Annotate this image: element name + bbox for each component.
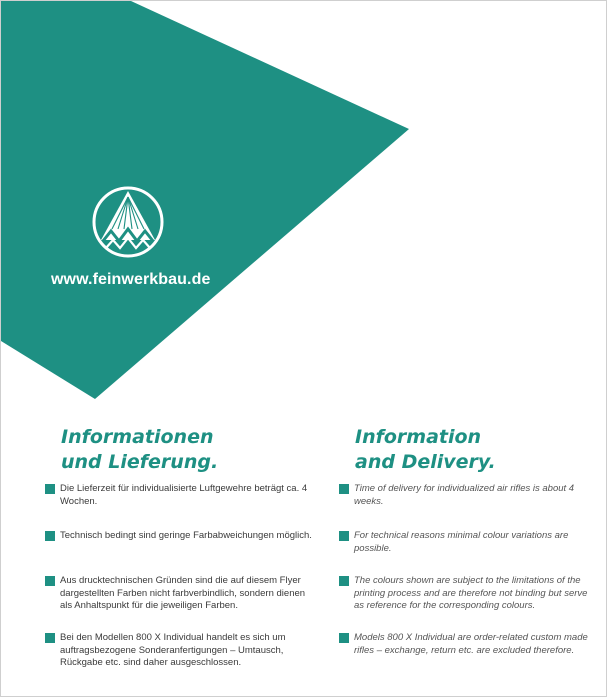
list-item [45,575,317,613]
bullet-square-icon [45,576,55,586]
bullet-square-icon [45,531,55,541]
list-item [339,483,591,508]
website-link[interactable]: www.feinwerkbau.de [51,271,211,288]
heading-english-line1: Information [355,426,482,448]
list-item-text: For technical reasons minimal colour variations are possible. [354,530,569,554]
teal-triangle [1,1,409,399]
heading-german-line2: und Lieferung. [61,451,219,473]
list-item [339,530,591,555]
bullet-square-icon [45,484,55,494]
bullet-square-icon [339,484,349,494]
list-item [45,632,317,670]
bullet-square-icon [339,531,349,541]
bullet-square-icon [45,633,55,643]
list-item [339,575,591,613]
list-item [339,632,591,657]
list-item [45,483,317,508]
list-item-text: Bei den Modellen 800 X Individual handelt es sich um auftragsbezogene Sonderanfertigungen – Umtausch, Rückgabe etc. sind daher ausgeschlossen. [60,632,286,668]
bullet-square-icon [339,576,349,586]
heading-german-line1: Informationen [61,426,214,448]
heading-german [61,425,301,475]
bullet-square-icon [339,633,349,643]
list-item-text: Time of delivery for individualized air rifles is about 4 weeks. [354,483,575,507]
list-item-text: Technisch bedingt sind geringe Farbabweichungen möglich. [60,530,312,541]
list-item-text: Die Lieferzeit für individualisierte Luftgewehre beträgt ca. 4 Wochen. [60,483,308,507]
list-item-text: Models 800 X Individual are order-related custom made rifles – exchange, return etc. are excluded therefore. [354,632,588,656]
heading-english [355,425,595,475]
list-item-text: Aus drucktechnischen Gründen sind die auf diesem Flyer dargestellten Farben nicht farbverbindlich, sondern dienen als Anhaltspunkt für die jeweiligen Farben. [60,575,306,611]
list-item-text: The colours shown are subject to the limitations of the printing process and are therefore not binding but serve as reference for the corresponding colours. [354,575,588,611]
heading-english-line2: and Delivery. [355,451,496,473]
list-item [45,530,317,543]
feinwerkbau-logo-icon [91,185,165,259]
